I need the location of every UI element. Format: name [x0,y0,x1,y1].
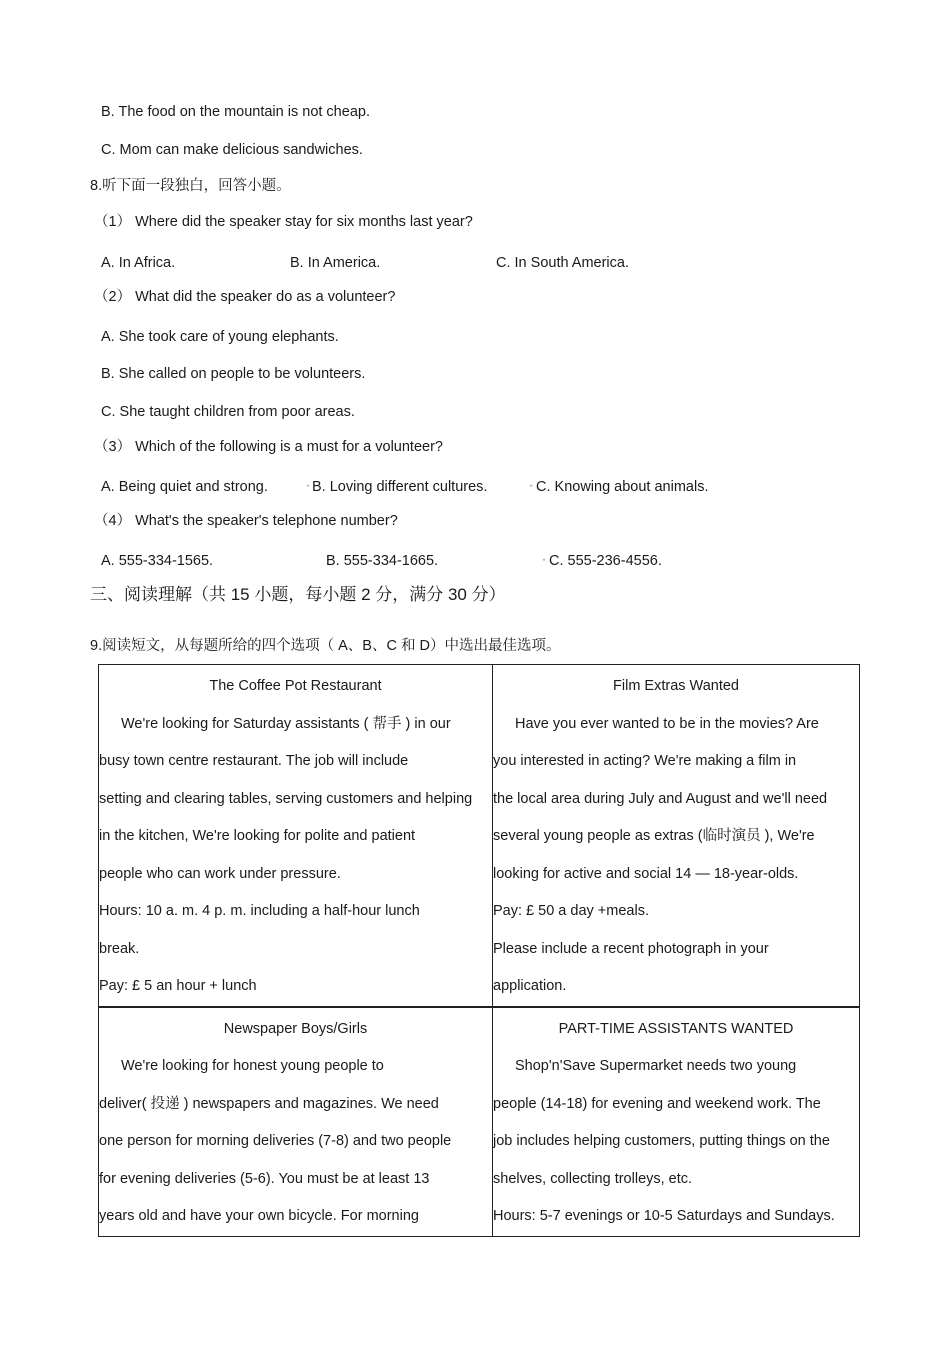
ad-line: Shop'n'Save Supermarket needs two young [515,1058,797,1074]
ad-line: people who can work under pressure. [99,865,341,882]
q8-sub4-option-b: B. 555-334-1665. [326,553,439,569]
ad-line: shelves, collecting trolleys, etc. [493,1170,693,1187]
ad-part-time [493,1007,860,1237]
stray-mark: ᐩ [529,483,533,494]
q8-sub3-question: （3） Which of the following is a must for a volunteer? [94,439,443,455]
ad-line: application. [493,978,567,994]
ad-title: Newspaper Boys/Girls [223,1020,368,1037]
ad-coffee-pot [99,665,493,1007]
ad-line: Pay: £ 5 an hour + lunch [99,978,257,994]
q8-intro: 8.听下面一段独白，回答小题。 [90,178,291,194]
ad-newspaper [99,1007,493,1237]
q8-sub4-option-c: C. 555-236-4556. [549,553,662,569]
q8-sub3-option-b: B. Loving different cultures. [312,479,488,495]
ad-line: years old and have your own bicycle. For morning [99,1208,419,1224]
ad-line: one person for morning deliveries (7-8) and two people [99,1133,452,1149]
ad-line: you interested in acting? We're making a film in [493,753,797,769]
q8-sub1-option-a: A. In Africa. [101,255,176,271]
q8-sub3-option-c: C. Knowing about animals. [536,479,709,495]
ad-line: deliver( 投递 ) newspapers and magazines. We need [99,1095,439,1112]
ad-line: We're looking for Saturday assistants ( 帮手 ) in our [121,715,451,732]
ad-line: busy town centre restaurant. The job will include [99,753,409,769]
ad-line: looking for active and social 14 — 18-year-olds. [493,865,799,882]
ad-line: in the kitchen, We're looking for polite and patient [99,828,416,844]
ad-line: for evening deliveries (5-6). You must be at least 13 [99,1170,430,1187]
ad-line: job includes helping customers, putting things on the [493,1133,830,1149]
ad-line: Have you ever wanted to be in the movies? Are [515,715,819,732]
ad-line: We're looking for honest young people to [121,1058,384,1074]
q8-sub2-option-c: C. She taught children from poor areas. [101,404,355,420]
ad-line: Hours: 10 a. m. 4 p. m. including a half-hour lunch [99,903,420,919]
q8-sub2-question: （2） What did the speaker do as a volunteer? [94,289,396,305]
ad-line: people (14-18) for evening and weekend work. The [493,1095,821,1112]
q8-sub1-option-c: C. In South America. [496,255,629,271]
ad-line: the local area during July and August and we'll need [493,790,828,807]
ad-line: several young people as extras (临时演员 ), We're [493,828,815,844]
ad-title: Film Extras Wanted [613,678,739,694]
ad-line: Hours: 5-7 evenings or 10-5 Saturdays and Sundays. [493,1208,835,1224]
q7-option-c: C. Mom can make delicious sandwiches. [101,142,363,158]
stray-mark: ᐩ [542,557,546,568]
q8-sub1-option-b: B. In America. [290,255,381,271]
ad-line: setting and clearing tables, serving customers and helping [99,790,473,807]
q8-sub2-option-a: A. She took care of young elephants. [101,329,339,345]
ads-table [98,664,860,1237]
q8-sub4-question: （4） What's the speaker's telephone number? [94,513,398,529]
ad-line: break. [99,940,140,957]
section-3-title: 三、阅读理解（共 15 小题，每小题 2 分，满分 30 分） [90,585,506,604]
q9-intro: 9.阅读短文，从每题所给的四个选项（ A、B、C 和 D）中选出最佳选项。 [90,638,561,654]
stray-mark: ᐩ [306,483,310,494]
ad-title: PART-TIME ASSISTANTS WANTED [558,1020,794,1037]
q8-sub3-option-a: A. Being quiet and strong. [101,479,268,495]
ad-film-extras [493,665,860,1007]
ad-line: Please include a recent photograph in your [493,940,769,957]
ad-title: The Coffee Pot Restaurant [209,678,382,694]
q8-sub2-option-b: B. She called on people to be volunteers. [101,366,366,382]
ad-line: Pay: £ 50 a day +meals. [493,903,649,919]
q7-option-b: B. The food on the mountain is not cheap. [101,104,370,120]
q8-sub4-option-a: A. 555-334-1565. [101,553,214,569]
q8-sub1-question: （1） Where did the speaker stay for six months last year? [94,214,473,230]
